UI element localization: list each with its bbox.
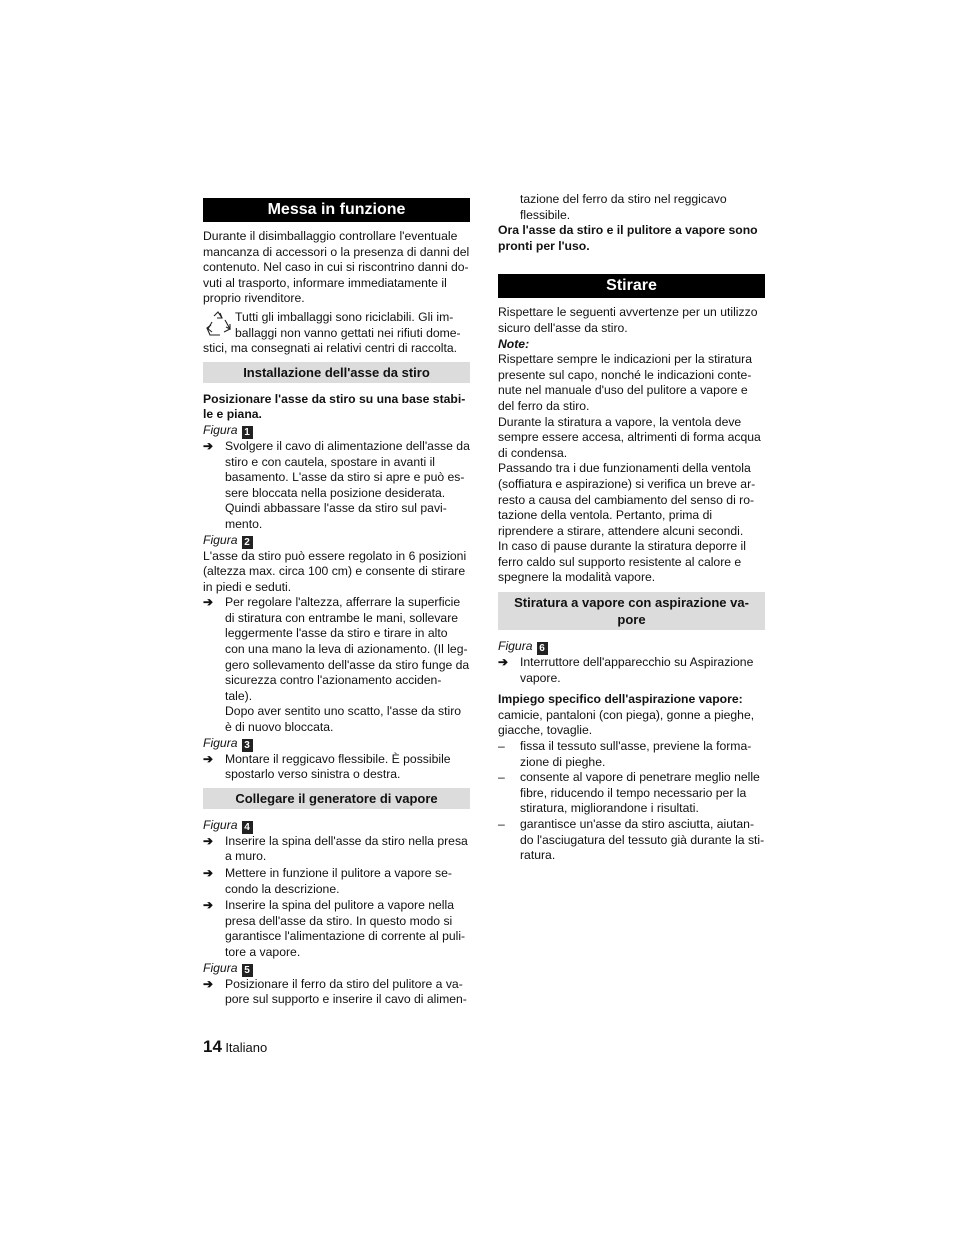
bold-instruction: Posizionare l'asse da stiro su una base stabi- le e piana. (203, 391, 466, 422)
page-footer (203, 1039, 267, 1057)
ready-statement: Ora l'asse da stiro e il pulitore a vapore sono pronti per l'uso. (498, 223, 758, 253)
step-text: Montare il reggicavo flessibile. È possibile spostarlo verso sinistra o destra. (225, 751, 451, 782)
step-item (498, 655, 765, 686)
step-item (203, 834, 470, 865)
figure-ref-3: Figura 3 (203, 736, 470, 752)
arrow-icon: ➔ (203, 898, 214, 913)
figure-number-badge: 6 (537, 642, 548, 655)
note-paragraph: Durante la stiratura a vapore, la ventola deve sempre essere accesa, altrimenti di forma acqua di condensa. (498, 414, 761, 460)
page-language: Italiano (225, 1040, 268, 1055)
step-item (203, 752, 470, 783)
subheading-collegare: Collegare il generatore di vapore (203, 788, 470, 809)
usage-text: camicie, pantaloni (con piega), gonne a pieghe, giacche, tovaglie. (498, 707, 755, 738)
right-column (498, 192, 765, 864)
step-text: Interruttore dell'apparecchio su Aspirazione vapore. (520, 655, 754, 685)
arrow-icon: ➔ (203, 866, 214, 880)
step-text: Svolgere il cavo di alimentazione dell'asse da stiro e con cautela, spostare in avanti il basamento. L'asse da stiro si apre e può es- sere bloccata nella posizione desiderata. Quindi abbassare l'asse da stiro sul pavi- mento. (225, 438, 470, 531)
figure-ref-1: Figura 1 (203, 423, 470, 439)
figure-number-badge: 3 (242, 739, 253, 752)
section-heading-stirare: Stirare (498, 274, 765, 298)
page-number: 14 (203, 1037, 222, 1056)
step-item (203, 977, 470, 1008)
arrow-icon: ➔ (203, 595, 214, 610)
recycle-text: Tutti gli imballaggi sono riciclabili. Gli im- ballaggi non vanno gettati nei rifiuti dome- stici, ma consegnati ai relativi centri di raccolta. (203, 309, 461, 356)
step-item (203, 898, 470, 960)
note-paragraph: Rispettare sempre le indicazioni per la stiratura presente sul capo, nonché le indicazioni conte- nute nel manuale d'uso del pulitore a vapore e del ferro da stiro. (498, 352, 753, 413)
arrow-icon: ➔ (203, 833, 214, 848)
arrow-icon: ➔ (203, 751, 214, 766)
section-heading-messa-in-funzione: Messa in funzione (203, 198, 470, 222)
note-label: Note: (498, 336, 530, 351)
left-column (203, 198, 470, 1008)
usage-label: Impiego specifico dell'aspirazione vapore: (498, 692, 743, 707)
subheading-installazione: Installazione dell'asse da stiro (203, 362, 470, 383)
step-item (203, 439, 470, 533)
step-text: Posizionare il ferro da stiro del pulitore a va- pore sul supporto e inserire il cavo di alimen- (225, 976, 467, 1007)
step-text: Per regolare l'altezza, afferrare la superficie di stiratura con entrambe le mani, sollevare leggermente l'asse da stiro e tirare in alto con una mano la leva di azionamento. (Il leg- gero sollevamento dell'asse da stiro funge da sicurezza contro l'azionamento acciden- tale). (225, 595, 470, 703)
dash-item: – fissa il tessuto sull'asse, previene la forma- zione di pieghe. (498, 739, 752, 769)
figure-number-badge: 2 (242, 536, 253, 549)
note-paragraph: Passando tra i due funzionamenti della ventola (soffiatura e aspirazione) si verifica un breve ar- resto a causa del cambiamento del senso di ro- tazione della ventola. Pertanto, prima di riprendere a stirare, attendere alcuni secondi. (498, 461, 756, 538)
recycle-note (203, 310, 470, 357)
dash-item: – consente al vapore di penetrare meglio nelle fibre, riducendo il tempo necessario per la stiratura, migliorandone i risultati. (498, 770, 760, 816)
intro-paragraph: Durante il disimballaggio controllare l'eventuale mancanza di accessori o la presenza di danni del contenuto. Nel caso in cui si riscontrino danni do- vuti al trasporto, informare immediatamente il proprio rivenditore. (203, 229, 470, 306)
height-paragraph: L'asse da stiro può essere regolato in 6 posizioni (altezza max. circa 100 cm) e consente di stirare in piedi e seduti. (203, 548, 467, 594)
dash-item: – garantisce un'asse da stiro asciutta, aiutan- do l'asciugatura del tessuto già durante la sti- ratura. (498, 817, 765, 863)
figure-number-badge: 4 (242, 821, 253, 834)
arrow-icon: ➔ (498, 655, 509, 670)
figure-ref-6: Figura 6 (498, 639, 765, 655)
step-text: Inserire la spina del pulitore a vapore nella presa dell'asse da stiro. In questo modo si garantisce l'alimentazione di corrente al puli- tore a vapore. (225, 898, 466, 959)
continued-text: tazione del ferro da stiro nel reggicavo flessibile. (520, 192, 727, 222)
step-text: Inserire la spina dell'asse da stiro nella presa a muro. (225, 833, 468, 864)
step-item (203, 866, 470, 897)
recycle-icon (203, 310, 233, 340)
step-item (203, 595, 470, 704)
subheading-stiratura: Stiratura a vapore con aspirazione va- pore (498, 592, 765, 630)
figure-number-badge: 5 (242, 964, 253, 977)
arrow-icon: ➔ (203, 438, 214, 453)
step-text: Mettere in funzione il pulitore a vapore se- condo la descrizione. (225, 866, 452, 896)
stirare-intro: Rispettare le seguenti avvertenze per un utilizzo sicuro dell'asse da stiro. (498, 305, 758, 335)
note-paragraph: In caso di pause durante la stiratura deporre il ferro caldo sul supporto resistente al calore e spegnere la modalità vapore. (498, 539, 746, 585)
figure-number-badge: 1 (242, 426, 253, 439)
arrow-icon: ➔ (203, 976, 214, 991)
figure-ref-2: Figura 2 (203, 533, 470, 549)
figure-ref-4: Figura 4 (203, 818, 470, 834)
step-followup: Dopo aver sentito uno scatto, l'asse da stiro è di nuovo bloccata. (225, 704, 462, 735)
figure-ref-5: Figura 5 (203, 961, 470, 977)
